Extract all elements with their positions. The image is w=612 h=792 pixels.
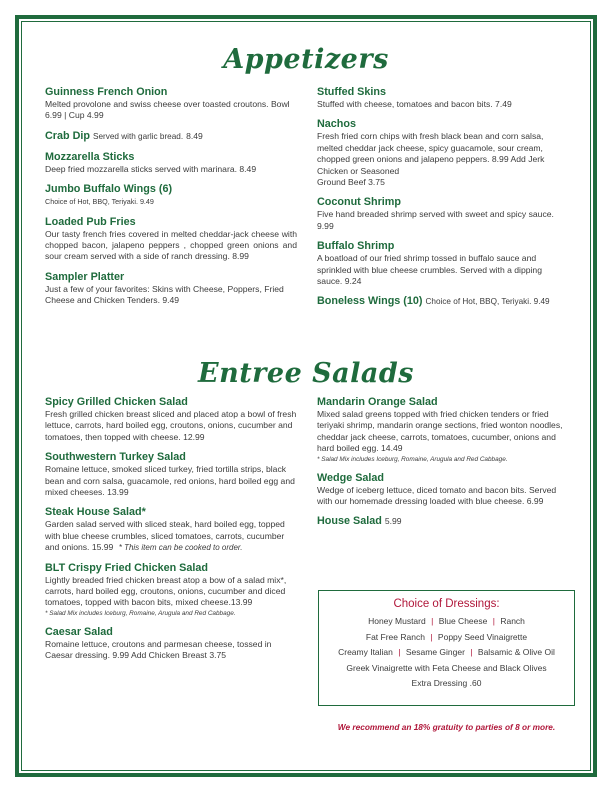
menu-item (45, 130, 297, 143)
dressing-option: Fat Free Ranch (365, 631, 425, 642)
item-name (45, 130, 297, 143)
dressing-option: Greek Vinaigrette with Feta Cheese and Black Olives (346, 662, 547, 673)
separator: | (430, 631, 433, 642)
item-description: Romaine lettuce, smoked sliced turkey, fried tortilla strips, black bean and corn salsa, guacamole, red onions, hard boiled egg and mixed cheeses. 13.99 (45, 464, 295, 498)
item-description: Garden salad served with sliced steak, hard boiled egg, topped with blue cheese crumbles, sliced tomatoes, carrots, cucumber (45, 519, 285, 541)
salads-left-column (45, 396, 297, 670)
item-name: Stuffed Skins (317, 86, 386, 98)
menu-item (45, 216, 297, 263)
menu-item (317, 396, 569, 464)
item-name-text: Crab Dip (45, 129, 90, 142)
item-description: Deep fried mozzarella sticks served with marinara. 8.49 (45, 163, 257, 174)
item-description: Just a few of your favorites: Skins with Cheese, Poppers, Fried Cheese and Chicken Tenders. 9.49 (45, 283, 284, 306)
gratuity-note: We recommend an 18% gratuity to parties of 8 or more. (337, 722, 556, 732)
separator: | (492, 616, 495, 626)
menu-item (317, 86, 569, 110)
menu-item (317, 295, 569, 308)
item-description-end (45, 542, 297, 553)
dressings-line (319, 676, 574, 692)
dressing-option: Honey Mustard (368, 616, 426, 626)
item-description: Our tasty french fries covered in melted cheddar-jack cheese with chopped bacon, jalapeno peppers , chopped green onions and sour cream served with a side of ranch dressing. 8.99 (45, 228, 297, 262)
item-description: Melted provolone and swiss cheese over toasted croutons. Bowl 6.99 | Cup 4.99 (45, 99, 290, 121)
item-name: Loaded Pub Fries (45, 215, 136, 228)
dressing-option: Poppy Seed Vinaigrette (437, 631, 528, 642)
dressing-option: Sesame Ginger (405, 647, 465, 658)
item-name: Mandarin Orange Salad (317, 396, 438, 408)
item-description: Five hand breaded shrimp served with sweet and spicy sauce. 9.99 (317, 209, 554, 231)
dressings-title: Choice of Dressings: (393, 598, 500, 610)
item-description-tail: and onions. 15.99 (45, 542, 114, 553)
item-description: Lightly breaded fried chicken breast atop a bow of a salad mix*, carrots, hard boiled egg, croutons, onions, cucumber and diced tomatoes, topped with bacon bits, mixed cheese.13.99 (45, 574, 287, 608)
item-name: Nachos (317, 118, 357, 131)
menu-item (317, 240, 569, 287)
item-description: Mixed salad greens topped with fried chicken tenders or fried teriyaki shrimp, mandarin orange sections, fried wonton noodles, cheddar jack cheese, carrots, tomatoes, cucumber, onions and hard boiled egg. 14.49 (317, 409, 563, 454)
dressing-option: Ranch (500, 616, 525, 626)
item-note: * Salad Mix includes Iceburg, Romaine, Arugula and Red Cabbage. (45, 609, 236, 617)
menu-item (45, 506, 297, 553)
item-description: Fresh fried corn chips with fresh black bean and corn salsa, melted cheddar jack cheese, spicy guacamole, sour cream, chopped green onions and jalapeno peppers. 8.99 Add Jerk Chicken or Seasoned (317, 131, 545, 176)
dressing-extra: Extra Dressing .60 (411, 678, 482, 689)
item-description: A boatload of our fried shrimp tossed in buffalo sauce and sprinkled with blue cheese crumbles. Served with a dipping sauce. 9.24 (317, 253, 542, 287)
item-name-text: House Salad (317, 515, 382, 528)
separator: | (431, 616, 434, 626)
menu-item (45, 183, 297, 207)
item-price: 5.99 (384, 516, 402, 527)
item-name: Guinness French Onion (45, 86, 168, 98)
menu-item (317, 472, 569, 508)
item-note: Choice of Hot, BBQ, Teriyaki. 9.49 (425, 297, 550, 307)
item-name: BLT Crispy Fried Chicken Salad (45, 561, 208, 574)
item-description: Choice of Hot, BBQ, Teriyaki. 9.49 (45, 197, 154, 207)
appetizers-title: Appetizers (223, 44, 389, 75)
dressing-option: Blue Cheese (438, 616, 488, 626)
dressings-line (319, 661, 574, 677)
menu-item (45, 151, 297, 175)
item-description: Stuffed with cheese, tomatoes and bacon bits. 7.49 (317, 99, 512, 109)
menu-item (317, 118, 569, 188)
menu-item (317, 515, 569, 528)
item-name (317, 515, 569, 528)
appetizers-left-column (45, 86, 297, 315)
separator: | (470, 647, 473, 658)
salads-title: Entree Salads (198, 358, 414, 389)
menu-item (45, 451, 297, 498)
menu-item (317, 196, 569, 232)
item-name: Sampler Platter (45, 270, 125, 283)
item-name: Steak House Salad* (45, 506, 146, 519)
item-note: * This item can be cooked to order. (118, 543, 243, 553)
dressings-box (318, 590, 575, 706)
item-name: Coconut Shrimp (317, 196, 401, 209)
item-name: Caesar Salad (45, 625, 113, 638)
item-description-addon: Ground Beef 3.75 (317, 177, 385, 188)
dressings-line (319, 614, 574, 630)
menu-item (45, 271, 297, 307)
menu-item (45, 86, 297, 122)
appetizers-right-column (317, 86, 569, 316)
dressings-line (319, 630, 574, 646)
menu-item (45, 626, 297, 662)
item-note: * Salad Mix includes Iceburg, Romaine, Arugula and Red Cabbage. (317, 455, 508, 463)
item-description: Romaine lettuce, croutons and parmesan cheese, tossed in Caesar dressing. 9.99 Add Chicken Breast 3.75 (45, 638, 272, 661)
item-name: Wedge Salad (317, 471, 385, 484)
dressing-option: Creamy Italian (338, 647, 393, 658)
item-name: Southwestern Turkey Salad (45, 451, 186, 464)
item-name: Spicy Grilled Chicken Salad (45, 396, 188, 408)
item-name: Jumbo Buffalo Wings (6) (45, 183, 173, 196)
item-name-text: Boneless Wings (10) (317, 295, 423, 308)
dressing-option: Balsamic & Olive Oil (477, 647, 555, 658)
item-name: Buffalo Shrimp (317, 240, 395, 253)
salads-right-column (317, 396, 569, 536)
item-name (317, 295, 569, 308)
separator: | (398, 647, 401, 658)
menu-item (45, 396, 297, 443)
item-description: Wedge of iceberg lettuce, diced tomato and bacon bits. Served with our homemade dressing loaded with blue cheese. 6.99 (317, 484, 557, 507)
item-note: Served with garlic bread. (93, 131, 184, 141)
item-price: 8.49 (186, 130, 203, 141)
dressings-line (319, 645, 574, 661)
item-name: Mozzarella Sticks (45, 150, 135, 163)
menu-item (45, 562, 297, 618)
item-description: Fresh grilled chicken breast sliced and placed atop a bowl of fresh lettuce, carrots, hard boiled egg, croutons, onions, cucumber and tomatoes, then topped with cheese. 12.99 (45, 409, 297, 442)
